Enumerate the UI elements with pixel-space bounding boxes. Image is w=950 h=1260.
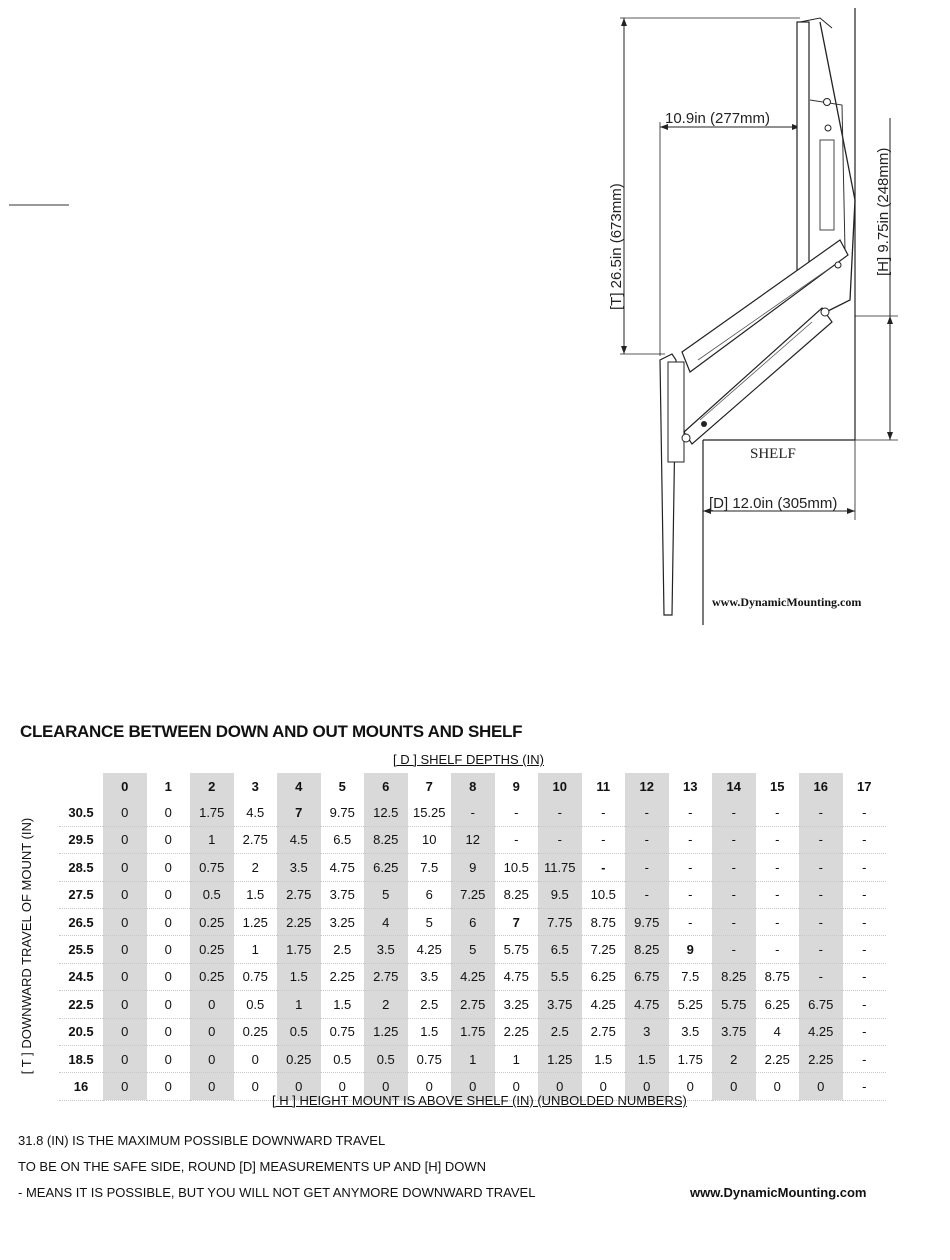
table-cell: 1	[234, 936, 278, 963]
table-cell: 8.25	[495, 881, 539, 908]
table-cell: 3.75	[712, 1018, 756, 1045]
table-cell: 0	[103, 826, 147, 853]
table-cell: 0	[190, 1018, 234, 1045]
column-header: 14	[712, 773, 756, 799]
table-cell: 0	[147, 963, 191, 990]
table-cell: 6.25	[582, 963, 626, 990]
row-header: 28.5	[59, 854, 103, 881]
table-cell: 2.75	[451, 991, 495, 1018]
table-cell: 0	[103, 991, 147, 1018]
row-header: 18.5	[59, 1045, 103, 1072]
table-row	[59, 854, 886, 881]
table-cell: -	[843, 1018, 887, 1045]
table-cell: -	[799, 799, 843, 826]
table-cell: 0.25	[190, 963, 234, 990]
table-cell: 0	[669, 1073, 713, 1100]
table-cell: 4.75	[495, 963, 539, 990]
table-cell: 1.75	[669, 1045, 713, 1072]
table-cell: 5.75	[712, 991, 756, 1018]
note-max-travel: 31.8 (IN) IS THE MAXIMUM POSSIBLE DOWNWARD TRAVEL	[18, 1133, 386, 1148]
width-dim-label: 10.9in (277mm)	[665, 110, 771, 127]
table-cell: -	[669, 799, 713, 826]
table-cell: 0	[408, 1073, 452, 1100]
table-cell: 7	[495, 908, 539, 935]
table-cell: -	[451, 799, 495, 826]
table-cell: 0.75	[408, 1045, 452, 1072]
table-cell: 8.25	[364, 826, 408, 853]
table-row	[59, 991, 886, 1018]
table-cell: 4.25	[408, 936, 452, 963]
table-cell: 9	[669, 936, 713, 963]
table-cell: -	[843, 854, 887, 881]
table-cell: -	[799, 826, 843, 853]
column-header: 3	[251, 778, 259, 794]
column-header: 15	[770, 778, 785, 794]
table-cell: 11.75	[538, 854, 582, 881]
table-cell: 2.75	[582, 1018, 626, 1045]
table-cell: 3.75	[321, 881, 365, 908]
table-cell: -	[625, 854, 669, 881]
t-arrow-top	[621, 18, 627, 26]
table-cell: -	[712, 881, 756, 908]
table-cell: -	[843, 1045, 887, 1072]
table-cell: 9.75	[625, 908, 669, 935]
column-header: 0	[103, 773, 147, 799]
table-cell: 0	[190, 1045, 234, 1072]
section-title: CLEARANCE BETWEEN DOWN AND OUT MOUNTS AND SHELF	[20, 722, 523, 741]
table-cell: 2.25	[277, 908, 321, 935]
table-cell: 10.5	[495, 854, 539, 881]
note-dash-meaning: - MEANS IT IS POSSIBLE, BUT YOU WILL NOT GET ANYMORE DOWNWARD TRAVEL	[18, 1185, 536, 1200]
table-cell: 5.5	[538, 963, 582, 990]
table-cell: 2.75	[234, 826, 278, 853]
table-cell: 6.5	[321, 826, 365, 853]
table-cell: 0	[495, 1073, 539, 1100]
table-cell: -	[495, 826, 539, 853]
table-cell: 0.75	[234, 963, 278, 990]
table-cell: 0.25	[190, 936, 234, 963]
table-cell: 2.25	[495, 1018, 539, 1045]
column-header: 8	[451, 773, 495, 799]
table-cell: 15.25	[408, 799, 452, 826]
d-arrow-right	[847, 508, 855, 514]
table-cell: 6.25	[364, 854, 408, 881]
table-cell: 1.5	[234, 881, 278, 908]
table-cell: -	[712, 854, 756, 881]
table-cell: 12	[451, 826, 495, 853]
table-cell: 7.75	[538, 908, 582, 935]
table-cell: 0	[712, 1073, 756, 1100]
table-cell: 1.75	[277, 936, 321, 963]
table-cell: 5	[408, 908, 452, 935]
table-row	[59, 908, 886, 935]
column-header: 5	[338, 778, 346, 794]
table-cell: 10.5	[582, 881, 626, 908]
table-cell: 9.5	[538, 881, 582, 908]
table-cell: 0	[147, 881, 191, 908]
table-cell: -	[625, 799, 669, 826]
table-cell: 0	[451, 1073, 495, 1100]
table-cell: 0	[103, 1045, 147, 1072]
table-cell: 0	[103, 1073, 147, 1100]
table-cell: 0	[190, 991, 234, 1018]
table-row	[59, 1018, 886, 1045]
table-cell: 4	[364, 908, 408, 935]
table-cell: 3.5	[669, 1018, 713, 1045]
table-cell: 9.75	[321, 799, 365, 826]
table-cell: 0	[799, 1073, 843, 1100]
table-cell: -	[843, 908, 887, 935]
table-cell: 6.25	[756, 991, 800, 1018]
table-cell: -	[538, 799, 582, 826]
row-header: 24.5	[59, 963, 103, 990]
table-cell: 0.5	[234, 991, 278, 1018]
column-header: 6	[364, 773, 408, 799]
table-cell: 0	[147, 826, 191, 853]
table-cell: 3.25	[321, 908, 365, 935]
table-cell: 0	[147, 799, 191, 826]
table-cell: 1.5	[408, 1018, 452, 1045]
table-cell: 4.5	[277, 826, 321, 853]
table-cell: -	[669, 826, 713, 853]
table-cell: -	[756, 854, 800, 881]
table-cell: 0.5	[364, 1045, 408, 1072]
table-cell: 2.25	[799, 1045, 843, 1072]
table-cell: 1	[277, 991, 321, 1018]
downward-travel-label: [ T ] DOWNWARD TRAVEL OF MOUNT (IN)	[19, 817, 34, 1075]
table-cell: 6	[451, 908, 495, 935]
row-header: 16	[59, 1073, 103, 1100]
table-cell: -	[756, 826, 800, 853]
table-cell: 0.25	[234, 1018, 278, 1045]
table-cell: 0	[147, 1018, 191, 1045]
table-cell: 0.75	[321, 1018, 365, 1045]
lower-bracket	[668, 362, 684, 462]
table-cell: 2.25	[756, 1045, 800, 1072]
table-cell: 0	[756, 1073, 800, 1100]
diagram-url: www.DynamicMounting.com	[712, 595, 862, 609]
column-header: 2	[190, 773, 234, 799]
arm-upper-detail	[698, 268, 830, 360]
table-cell: 5.25	[669, 991, 713, 1018]
table-header-row	[59, 773, 886, 799]
pivot-lower	[682, 434, 690, 442]
table-cell: 6.75	[625, 963, 669, 990]
table-cell: 0.25	[190, 908, 234, 935]
table-cell: 3.25	[495, 991, 539, 1018]
table-cell: 0	[147, 991, 191, 1018]
table-row	[59, 881, 886, 908]
table-cell: 2	[234, 854, 278, 881]
table-cell: 0	[364, 1073, 408, 1100]
height-label: [ H ] HEIGHT MOUNT IS ABOVE SHELF (IN) (UNBOLDED NUMBERS)	[272, 1093, 687, 1108]
table-cell: 2	[712, 1045, 756, 1072]
pivot-upper	[821, 308, 829, 316]
row-header: 22.5	[59, 991, 103, 1018]
row-header: 30.5	[59, 799, 103, 826]
t-arrow-bottom	[621, 346, 627, 354]
table-cell: 3	[625, 1018, 669, 1045]
table-cell: 0	[625, 1073, 669, 1100]
table-cell: 6	[408, 881, 452, 908]
table-cell: 4.25	[799, 1018, 843, 1045]
table-cell: 0	[234, 1045, 278, 1072]
table-row	[59, 826, 886, 853]
table-cell: 1	[495, 1045, 539, 1072]
table-cell: 0.5	[277, 1018, 321, 1045]
table-cell: 9	[451, 854, 495, 881]
table-cell: 0	[147, 1073, 191, 1100]
table-cell: 4.75	[321, 854, 365, 881]
table-cell: 12.5	[364, 799, 408, 826]
table-cell: 1.5	[277, 963, 321, 990]
table-row	[59, 799, 886, 826]
table-cell: 0	[234, 1073, 278, 1100]
table-corner	[59, 773, 103, 799]
table-cell: -	[756, 799, 800, 826]
table-cell: -	[799, 881, 843, 908]
table-cell: 2.5	[408, 991, 452, 1018]
table-cell: 1.5	[582, 1045, 626, 1072]
table-cell: 3.5	[277, 854, 321, 881]
table-row	[59, 1045, 886, 1072]
h-dim-label: [H] 9.75in (248mm)	[875, 147, 892, 276]
table-cell: 5	[451, 936, 495, 963]
table-cell: -	[843, 799, 887, 826]
table-cell: 6.75	[799, 991, 843, 1018]
table-cell: -	[799, 854, 843, 881]
table-cell: 0	[538, 1073, 582, 1100]
table-cell: 3.5	[364, 936, 408, 963]
table-cell: 2.75	[364, 963, 408, 990]
table-cell: 4	[756, 1018, 800, 1045]
pivot-mid	[825, 125, 831, 131]
table-cell: 0.25	[277, 1045, 321, 1072]
table-cell: 4.25	[451, 963, 495, 990]
table-cell: 2.75	[277, 881, 321, 908]
table-cell: 5	[364, 881, 408, 908]
table-cell: 4.5	[234, 799, 278, 826]
row-header: 27.5	[59, 881, 103, 908]
table-cell: -	[669, 908, 713, 935]
arm-upper	[682, 240, 848, 372]
table-cell: -	[799, 908, 843, 935]
table-cell: -	[843, 826, 887, 853]
column-header: 1	[164, 778, 172, 794]
table-cell: 3.75	[538, 991, 582, 1018]
d-dim-label: [D] 12.0in (305mm)	[709, 495, 838, 512]
table-cell: 7.25	[582, 936, 626, 963]
table-cell: 0	[103, 936, 147, 963]
tv-panel-upper	[797, 22, 809, 280]
table-cell: -	[843, 881, 887, 908]
table-cell: -	[495, 799, 539, 826]
table-cell: 0	[190, 1073, 234, 1100]
table-cell: 1.75	[190, 799, 234, 826]
table-cell: 0	[147, 1045, 191, 1072]
table-cell: 0	[103, 881, 147, 908]
table-cell: 0	[147, 936, 191, 963]
table-cell: 0.5	[321, 1045, 365, 1072]
table-row	[59, 936, 886, 963]
table-cell: 4.75	[625, 991, 669, 1018]
table-cell: -	[843, 963, 887, 990]
table-cell: 0	[103, 963, 147, 990]
column-header: 16	[799, 773, 843, 799]
table-cell: 0.5	[190, 881, 234, 908]
table-cell: 0	[277, 1073, 321, 1100]
column-header: 4	[277, 773, 321, 799]
table-cell: -	[756, 908, 800, 935]
table-cell: 0	[103, 908, 147, 935]
table-cell: -	[843, 936, 887, 963]
table-cell: -	[712, 799, 756, 826]
table-cell: -	[712, 826, 756, 853]
table-cell: -	[712, 908, 756, 935]
row-header: 29.5	[59, 826, 103, 853]
table-cell: 4.25	[582, 991, 626, 1018]
table-cell: 1	[451, 1045, 495, 1072]
table-cell: -	[756, 881, 800, 908]
h-arrow-bottom	[887, 432, 893, 440]
table-cell: -	[843, 1073, 887, 1100]
table-cell: -	[538, 826, 582, 853]
table-cell: 2.5	[321, 936, 365, 963]
column-header: 17	[857, 778, 872, 794]
note-rounding: TO BE ON THE SAFE SIDE, ROUND [D] MEASUREMENTS UP AND [H] DOWN	[18, 1159, 487, 1174]
footer-url: www.DynamicMounting.com	[690, 1185, 867, 1200]
table-cell: 8.25	[625, 936, 669, 963]
column-header: 7	[425, 778, 433, 794]
table-cell: -	[625, 826, 669, 853]
table-cell: 1.5	[321, 991, 365, 1018]
table-cell: 7.25	[451, 881, 495, 908]
table-cell: 7.5	[669, 963, 713, 990]
row-header: 20.5	[59, 1018, 103, 1045]
table-cell: 8.75	[756, 963, 800, 990]
h-arrow-top	[887, 316, 893, 324]
table-cell: 2.25	[321, 963, 365, 990]
table-cell: 2	[364, 991, 408, 1018]
table-cell: -	[625, 881, 669, 908]
table-cell: 0	[147, 908, 191, 935]
table-cell: -	[712, 936, 756, 963]
table-cell: 8.75	[582, 908, 626, 935]
table-cell: 3.5	[408, 963, 452, 990]
pivot-top	[824, 99, 831, 106]
pivot-side	[835, 262, 841, 268]
table-cell: -	[582, 826, 626, 853]
table-cell: -	[669, 881, 713, 908]
table-cell: -	[843, 991, 887, 1018]
shelf-depths-label: [ D ] SHELF DEPTHS (IN)	[393, 752, 544, 767]
table-cell: -	[669, 854, 713, 881]
column-header: 10	[538, 773, 582, 799]
column-header: 9	[512, 778, 520, 794]
table-cell: 1	[190, 826, 234, 853]
table-cell: 0.75	[190, 854, 234, 881]
table-cell: 0	[103, 1018, 147, 1045]
table-cell: -	[582, 854, 626, 881]
table-cell: 0	[103, 854, 147, 881]
table-cell: 0	[147, 854, 191, 881]
table-cell: 5.75	[495, 936, 539, 963]
table-cell: 6.5	[538, 936, 582, 963]
table-cell: 2.5	[538, 1018, 582, 1045]
table-cell: 1.5	[625, 1045, 669, 1072]
pivot-lower-2	[701, 421, 707, 427]
column-header: 12	[625, 773, 669, 799]
table-cell: 0	[321, 1073, 365, 1100]
table-cell: 10	[408, 826, 452, 853]
table-cell: -	[799, 963, 843, 990]
arm-plate	[820, 140, 834, 230]
table-cell: 1.25	[364, 1018, 408, 1045]
table-cell: -	[756, 936, 800, 963]
column-header: 13	[683, 778, 698, 794]
table-cell: 1.25	[234, 908, 278, 935]
table-cell: 8.25	[712, 963, 756, 990]
row-header: 25.5	[59, 936, 103, 963]
column-header: 11	[596, 778, 611, 794]
table-cell: -	[799, 936, 843, 963]
table-cell: -	[582, 799, 626, 826]
table-row	[59, 963, 886, 990]
table-cell: 1.75	[451, 1018, 495, 1045]
row-header: 26.5	[59, 908, 103, 935]
table-cell: 0	[582, 1073, 626, 1100]
table-cell: 1.25	[538, 1045, 582, 1072]
shelf-label: SHELF	[750, 446, 796, 462]
table-cell: 0	[103, 799, 147, 826]
table-cell: 7.5	[408, 854, 452, 881]
t-dim-label: [T] 26.5in (673mm)	[608, 183, 625, 310]
clearance-table	[59, 773, 886, 1101]
table-cell: 7	[277, 799, 321, 826]
